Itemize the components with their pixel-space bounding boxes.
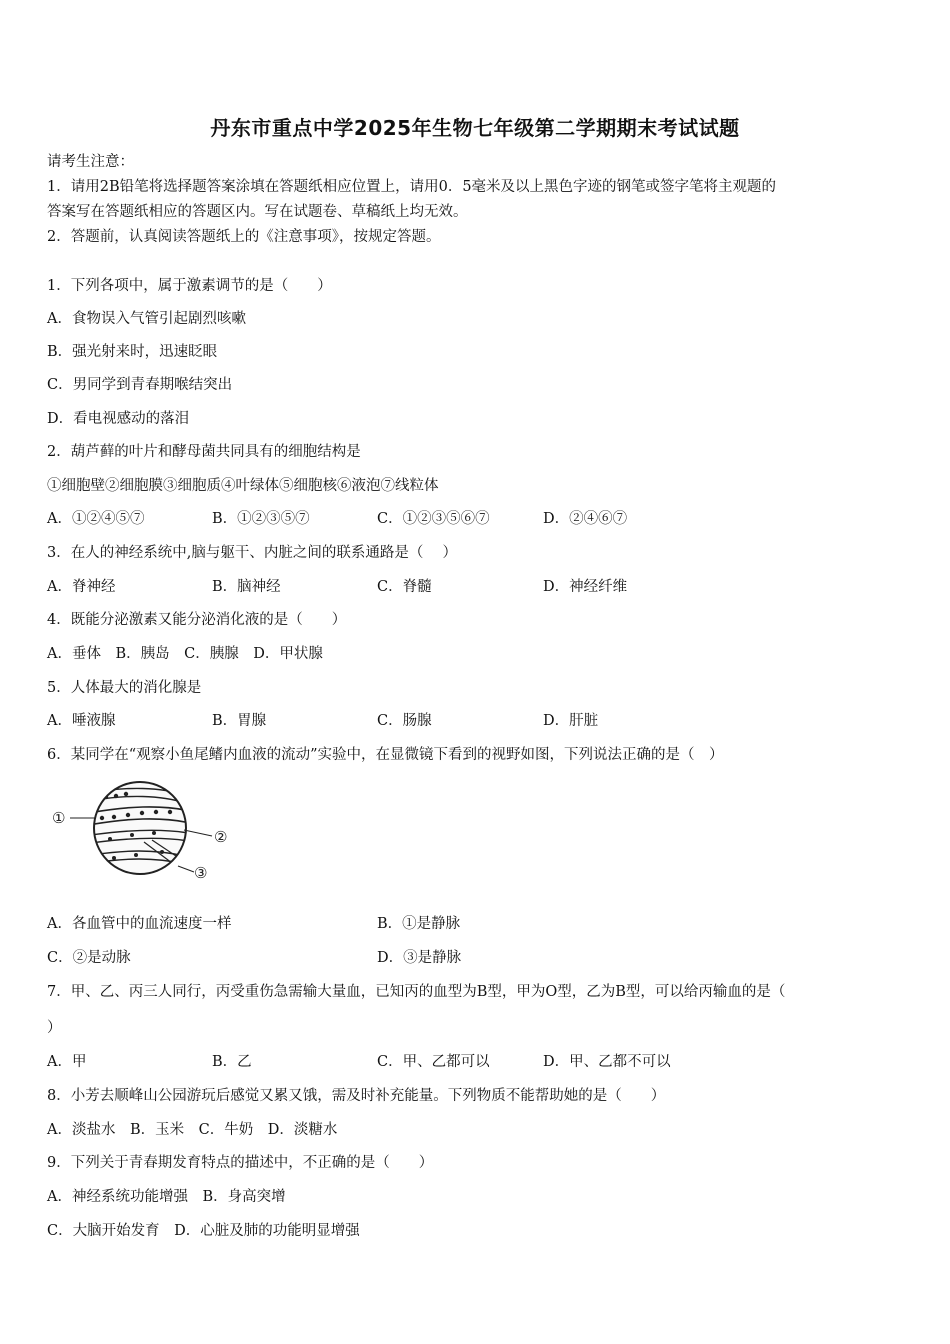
fig-label-2: ②: [214, 828, 228, 846]
q3-option-a: A．脊神经: [47, 579, 116, 595]
blood-cell: [124, 792, 128, 796]
q6-option-c: C．②是动脉: [47, 950, 131, 966]
notice-line-1a: 1．请用2B铅笔将选择题答案涂填在答题纸相应位置上，请用0．5毫米及以上黑色字迹的钢笔或签字笔将主观题的: [47, 179, 777, 195]
blood-cell: [154, 810, 158, 814]
blood-cell: [160, 850, 164, 854]
q3-option-b: B．脑神经: [212, 579, 281, 595]
q5-stem: 5．人体最大的消化腺是: [47, 680, 202, 696]
label-3-pointer: [178, 866, 194, 872]
q7-option-a: A．甲: [47, 1054, 87, 1070]
q9-stem: 9．下列关于青春期发育特点的描述中，不正确的是（ ）: [47, 1155, 434, 1171]
q2-items: ①细胞壁②细胞膜③细胞质④叶绿体⑤细胞核⑥液泡⑦线粒体: [47, 478, 439, 494]
q8-options: A．淡盐水 B．玉米 C．牛奶 D．淡糖水: [47, 1122, 338, 1138]
blood-cell: [114, 794, 118, 798]
q1-option-c: C．男同学到青春期喉结突出: [47, 377, 233, 393]
q2-option-c: C．①②③⑤⑥⑦: [377, 511, 490, 527]
blood-cell: [112, 856, 116, 860]
q1-option-d: D．看电视感动的落泪: [47, 411, 190, 427]
q5-option-a: A．唾液腺: [47, 713, 116, 729]
q2-stem: 2．葫芦藓的叶片和酵母菌共同具有的细胞结构是: [47, 444, 361, 460]
blood-cell: [100, 816, 104, 820]
q3-option-c: C．脊髓: [377, 579, 432, 595]
label-2-pointer: [184, 830, 212, 836]
q6-option-a: A．各血管中的血流速度一样: [47, 916, 232, 932]
blood-cell: [126, 813, 130, 817]
q5-option-d: D．肝脏: [543, 713, 599, 729]
q1-stem: 1．下列各项中，属于激素调节的是（ ）: [47, 278, 332, 294]
page-title: 丹东市重点中学2025年生物七年级第二学期期末考试试题: [210, 116, 740, 140]
blood-cell: [130, 833, 134, 837]
q5-option-c: C．肠腺: [377, 713, 432, 729]
notice-line-1b: 答案写在答题纸相应的答题区内。写在试题卷、草稿纸上均无效。: [47, 204, 468, 220]
q3-option-d: D．神经纤维: [543, 579, 628, 595]
q1-option-a: A．食物误入气管引起剧烈咳嗽: [47, 311, 246, 327]
q7-option-d: D．甲、乙都不可以: [543, 1054, 671, 1070]
q2-option-a: A．①②④⑤⑦: [47, 511, 145, 527]
q6-option-d: D．③是静脉: [377, 950, 462, 966]
q7-stem: 7．甲、乙、丙三人同行，丙受重伤急需输大量血，已知丙的血型为B型，甲为O型，乙为B型，可以给丙输血的是（: [47, 984, 786, 1000]
blood-cell: [108, 837, 112, 841]
blood-cell: [152, 831, 156, 835]
q7-option-b: B．乙: [212, 1054, 252, 1070]
q3-stem: 3．在人的神经系统中,脑与躯干、内脏之间的联系通路是（ ）: [47, 545, 457, 561]
q6-stem: 6．某同学在“观察小鱼尾鳍内血液的流动”实验中，在显微镜下看到的视野如图，下列说法正确的是（ ）: [47, 747, 724, 763]
q9-options-ab: A．神经系统功能增强 B．身高突增: [47, 1189, 286, 1205]
blood-cell: [134, 853, 138, 857]
notice-heading: 请考生注意：: [47, 154, 134, 170]
q9-options-cd: C．大脑开始发育 D．心脏及肺的功能明显增强: [47, 1223, 360, 1239]
blood-cell: [140, 811, 144, 815]
q4-options: A．垂体 B．胰岛 C．胰腺 D．甲状腺: [47, 646, 323, 662]
fig-label-1: ①: [52, 809, 66, 827]
blood-cell: [112, 815, 116, 819]
fish-tail-microscope-figure: [44, 772, 244, 888]
q2-option-b: B．①②③⑤⑦: [212, 511, 310, 527]
q7-stem-end: ）: [47, 1020, 62, 1036]
blood-cell: [168, 810, 172, 814]
q8-stem: 8．小芳去顺峰山公园游玩后感觉又累又饿，需及时补充能量。下列物质不能帮助她的是（ ）: [47, 1088, 666, 1104]
fig-label-3: ③: [194, 864, 208, 882]
q1-option-b: B．强光射来时，迅速眨眼: [47, 344, 218, 360]
q5-option-b: B．胃腺: [212, 713, 267, 729]
q7-option-c: C．甲、乙都可以: [377, 1054, 490, 1070]
q6-option-b: B．①是静脉: [377, 916, 461, 932]
q4-stem: 4．既能分泌激素又能分泌消化液的是（ ）: [47, 612, 347, 628]
notice-line-2: 2．答题前，认真阅读答题纸上的《注意事项》，按规定答题。: [47, 229, 441, 245]
q2-option-d: D．②④⑥⑦: [543, 511, 628, 527]
